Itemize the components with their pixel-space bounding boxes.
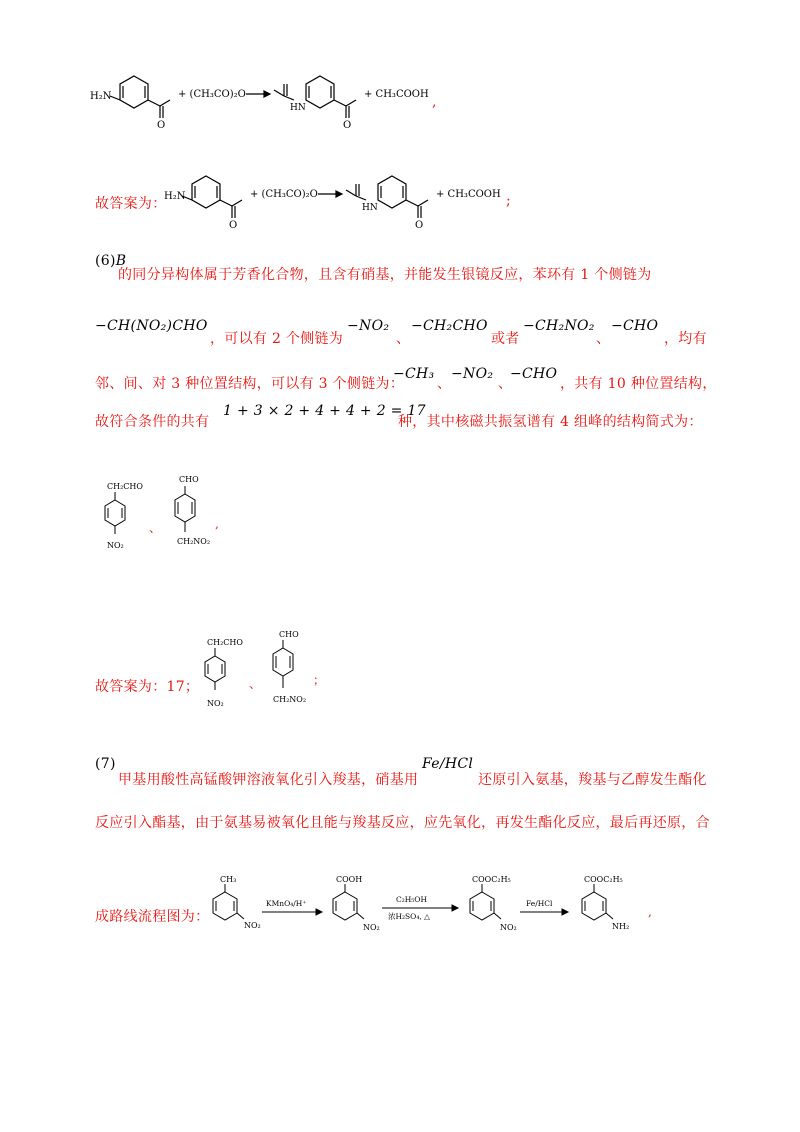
no2-label: NO₂ bbox=[207, 699, 224, 708]
separator: 、 bbox=[149, 521, 162, 535]
nh2-label: NH₂ bbox=[612, 922, 630, 931]
structures-end: , bbox=[215, 517, 219, 531]
reaction-scheme-2 bbox=[160, 166, 520, 230]
molecule-nitrotoluene bbox=[213, 884, 244, 920]
section7-num: (7) bbox=[95, 756, 116, 772]
section7-text-3: 反应引入酯基，由于氨基易被氧化且能与羧基反应，应先氧化，再发生酯化反应，最后再还原，合 bbox=[95, 815, 710, 831]
no2-label: NO₂ bbox=[107, 541, 124, 550]
reaction1-end: , bbox=[432, 94, 437, 110]
product-acetic-acid: + CH₃COOH bbox=[436, 189, 501, 200]
hn-label: HN bbox=[290, 103, 306, 113]
reaction-arrow bbox=[318, 191, 342, 197]
separator: 、 bbox=[249, 677, 262, 691]
formula-no2: −NO₂ bbox=[347, 318, 390, 334]
formula-fe-hcl: Fe/HCl bbox=[422, 756, 474, 772]
ch3-label: CH₃ bbox=[220, 875, 237, 884]
no2-label: NO₂ bbox=[363, 923, 380, 932]
section6-text-7: 故符合条件的共有 bbox=[95, 414, 210, 430]
reagent-acetic-anhydride: + (CH₃CO)₂O bbox=[250, 189, 318, 200]
ch2cho-label: CH₂CHO bbox=[207, 638, 243, 647]
structures-answer6 bbox=[195, 626, 335, 716]
section6-text-3: 或者 bbox=[491, 331, 520, 347]
reaction-scheme-1 bbox=[88, 66, 448, 130]
formula-ch2no2: −CH₂NO₂ bbox=[523, 318, 595, 334]
reagent-acetic-anhydride: + (CH₃CO)₂O bbox=[178, 89, 246, 100]
answer6-end: ； bbox=[313, 673, 326, 687]
cooc2h5-label: COOC₂H₅ bbox=[472, 875, 511, 884]
molecule-acetamidoacetophenone bbox=[346, 176, 428, 218]
answer5-end: ; bbox=[506, 193, 512, 209]
section6-text-2: ，可以有 2 个侧链为 bbox=[210, 331, 344, 347]
cooh-label: COOH bbox=[336, 875, 363, 884]
section7-text-2: 还原引入氨基，羧基与乙醇发生酯化 bbox=[478, 772, 707, 788]
cho-label: CHO bbox=[179, 475, 199, 484]
molecule-aminoacetophenone bbox=[110, 76, 170, 118]
section6-text-4: ，均有 bbox=[664, 331, 707, 347]
molecule-acetamidoacetophenone bbox=[274, 76, 356, 118]
structures-nmr-answer bbox=[95, 470, 235, 560]
reaction-arrow bbox=[382, 905, 458, 911]
molecule-nitromethylbenzaldehyde bbox=[273, 640, 293, 688]
product-acetic-acid: + CH₃COOH bbox=[364, 89, 429, 100]
answer5-label: 故答案为： bbox=[95, 196, 167, 212]
formula-cho: −CHO bbox=[611, 318, 659, 334]
reagent-sulfuric-acid: 浓H₂SO₄, △ bbox=[388, 912, 430, 921]
h2n-label: H₂N bbox=[90, 91, 112, 102]
section6-line-2 bbox=[95, 318, 208, 334]
no2-label: NO₂ bbox=[244, 921, 261, 930]
separator: 、 bbox=[596, 331, 611, 347]
section6-text-6: ，共有 10 种位置结构， bbox=[560, 376, 717, 392]
no2-label: NO₂ bbox=[500, 923, 517, 932]
oxygen-label: O bbox=[157, 120, 166, 130]
formula-ch3: −CH₃ bbox=[393, 366, 435, 382]
section7-text-4: 成路线流程图为： bbox=[95, 909, 210, 925]
hn-label: HN bbox=[362, 203, 378, 213]
formula-ch2cho: −CH₂CHO bbox=[411, 318, 488, 334]
molecule-nitromethylbenzaldehyde bbox=[175, 486, 195, 532]
ch2no2-label: CH₂NO₂ bbox=[177, 537, 211, 546]
synthesis-route bbox=[200, 866, 660, 946]
separator: 、 bbox=[498, 376, 513, 392]
formula-cho: −CHO bbox=[510, 366, 558, 382]
separator: 、 bbox=[437, 376, 452, 392]
molecule-nitrobenzoic-acid bbox=[333, 884, 364, 920]
reaction-arrow bbox=[520, 909, 568, 915]
section6-text-8: 种，其中核磁共振氢谱有 4 组峰的结构简式为： bbox=[398, 414, 703, 430]
reaction-arrow bbox=[246, 91, 270, 97]
route-end: , bbox=[648, 905, 652, 919]
cooc2h5-label: COOC₂H₅ bbox=[584, 875, 623, 884]
molecule-nitrophenylacetaldehyde bbox=[205, 648, 225, 690]
molecule-nitrophenylacetaldehyde bbox=[105, 492, 125, 534]
oxygen-label: O bbox=[343, 120, 352, 130]
h2n-label: H₂N bbox=[164, 191, 186, 202]
molecule-ethyl-nitrobenzoate bbox=[470, 884, 501, 920]
formula-no2: −NO₂ bbox=[451, 366, 494, 382]
oxygen-label: O bbox=[415, 220, 424, 230]
compound-b: B bbox=[115, 253, 127, 269]
section7-text-1: 甲基用酸性高锰酸钾溶液氧化引入羧基，硝基用 bbox=[118, 772, 419, 788]
answer6-label: 故答案为：17； bbox=[95, 679, 200, 695]
reagent-fe-hcl: Fe/HCl bbox=[526, 899, 553, 908]
section6-text-1: 的同分异构体属于芳香化合物，且含有硝基，并能发生银镜反应，苯环有 1 个侧链为 bbox=[118, 267, 652, 283]
separator: 、 bbox=[396, 331, 411, 347]
reagent-kmno4: KMnO₄/H⁺ bbox=[266, 899, 307, 908]
formula-ch-no2-cho: −CH(NO₂)CHO bbox=[95, 318, 208, 334]
ch2no2-label: CH₂NO₂ bbox=[273, 695, 307, 704]
reaction-arrow bbox=[262, 909, 322, 915]
reagent-ethanol: C₂H₅OH bbox=[396, 895, 427, 904]
section6-text-5: 邻、间、对 3 种位置结构，可以有 3 个侧链为： bbox=[95, 376, 405, 392]
section6-num: (6) bbox=[95, 253, 116, 269]
ch2cho-label: CH₂CHO bbox=[107, 482, 143, 491]
oxygen-label: O bbox=[229, 220, 238, 230]
formula-count: 1 + 3 × 2 + 4 + 4 + 2 = 17 bbox=[223, 403, 426, 419]
cho-label: CHO bbox=[279, 630, 299, 639]
molecule-aminoacetophenone bbox=[182, 176, 242, 218]
molecule-ethyl-aminobenzoate bbox=[582, 884, 613, 920]
